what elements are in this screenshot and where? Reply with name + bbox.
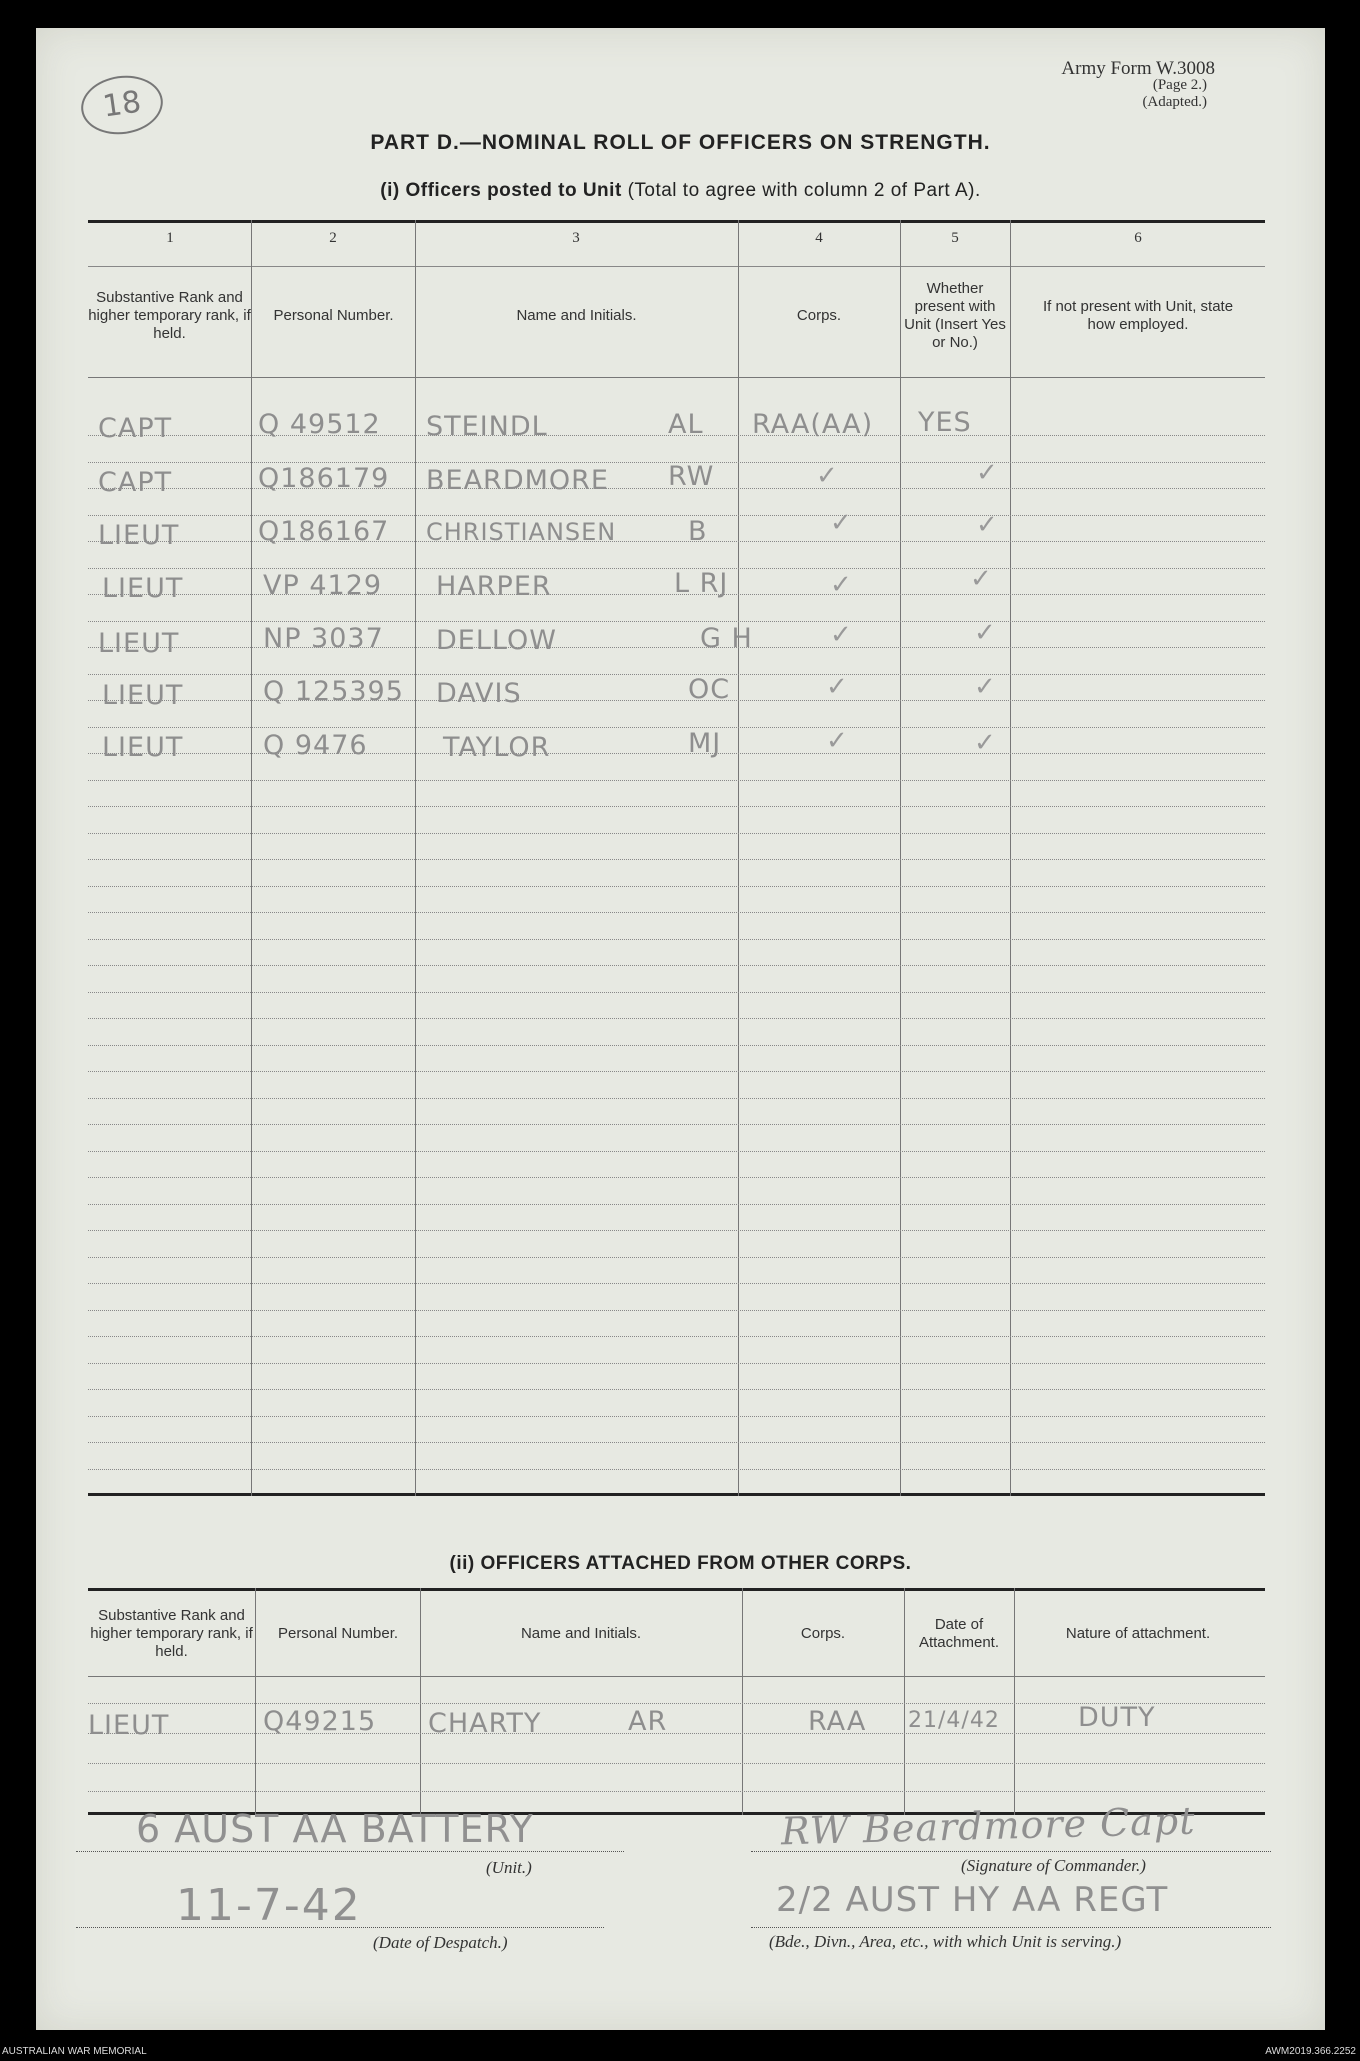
table2-top-rule [88, 1588, 1265, 1591]
row-2-present: ✓ [976, 458, 999, 488]
ruled-line [88, 1310, 1265, 1311]
ruled-line [88, 1469, 1265, 1470]
section-1-heading [36, 180, 1325, 202]
unit-value: 6 AUST AA BATTERY [136, 1807, 534, 1851]
row-5-rank: LIEUT [98, 628, 180, 659]
attached-row-corps: RAA [808, 1706, 867, 1737]
col2-header-date: Date of Attachment. [918, 1616, 1000, 1651]
col-header-name: Name and Initials. [516, 307, 637, 324]
row-4-name: HARPER [436, 571, 552, 602]
table-top-rule [88, 220, 1265, 223]
ruled-line [88, 1257, 1265, 1258]
col-header-employment: If not present with Unit, state how employed. [1042, 298, 1234, 333]
col-divider [251, 220, 252, 1496]
row-4-present: ✓ [970, 564, 993, 594]
row-7-corps: ✓ [826, 726, 849, 756]
date-line [76, 1927, 604, 1928]
col-header-personal-number: Personal Number. [273, 307, 394, 324]
row-7-present: ✓ [974, 728, 997, 758]
row-6-number: Q 125395 [263, 676, 404, 707]
row-1-initials: AL [668, 409, 704, 440]
form-page [36, 28, 1325, 2030]
ruled-line [88, 1177, 1265, 1178]
despatch-date-value: 11-7-42 [176, 1880, 362, 1931]
row-2-number: Q186179 [258, 463, 390, 494]
ruled-line [88, 1763, 1265, 1764]
section-2-heading [36, 1553, 1325, 1575]
col-divider [900, 220, 901, 1496]
col-header-rank: Substantive Rank and higher temporary rank, if held. [88, 289, 251, 342]
ruled-line [88, 912, 1265, 913]
ruled-line [88, 1283, 1265, 1284]
col-divider [904, 1588, 905, 1815]
ruled-line [88, 859, 1265, 860]
attached-row-name: CHARTY [428, 1708, 542, 1739]
ruled-line [88, 1389, 1265, 1390]
table-bottom-rule [88, 1493, 1265, 1496]
form-identifier [1061, 60, 1215, 111]
ruled-line [88, 1442, 1265, 1443]
ruled-line [88, 1204, 1265, 1205]
row-4-corps: ✓ [830, 570, 853, 600]
row-3-rank: LIEUT [98, 520, 180, 551]
col-header-corps: Corps. [796, 307, 842, 324]
section-1-note: (Total to agree with column 2 of Part A). [627, 180, 981, 201]
ruled-line [88, 965, 1265, 966]
row-6-present: ✓ [974, 672, 997, 702]
row-1-name: STEINDL [426, 411, 548, 442]
row-3-name: CHRISTIANSEN [426, 518, 617, 546]
row-3-number: Q186167 [258, 516, 390, 547]
folio-mark: 18 [77, 71, 166, 140]
ruled-line [88, 674, 1265, 675]
ruled-line [88, 780, 1265, 781]
officers-posted-table [88, 220, 1265, 1496]
row-5-corps: ✓ [830, 620, 853, 650]
col2-header-rank: Substantive Rank and higher temporary rank, if held. [90, 1607, 253, 1660]
date-label: (Date of Despatch.) [373, 1933, 508, 1952]
attached-row-rank: LIEUT [88, 1710, 170, 1741]
row-4-number: VP 4129 [263, 570, 383, 601]
col2-header-name: Name and Initials. [520, 1625, 642, 1642]
col2-header-corps: Corps. [800, 1625, 846, 1642]
ruled-line [88, 1018, 1265, 1019]
row-6-initials: OC [688, 674, 731, 705]
row-1-present: YES [918, 407, 972, 438]
row-4-rank: LIEUT [102, 573, 184, 604]
row-2-corps: ✓ [816, 461, 839, 491]
col2-header-nature: Nature of attachment. [1065, 1625, 1211, 1642]
ruled-line [88, 1363, 1265, 1364]
row-7-initials: MJ [688, 728, 722, 759]
row-5-initials: G H [700, 623, 753, 654]
row-3-present: ✓ [976, 510, 999, 540]
attached-row-initials: AR [628, 1706, 668, 1737]
credit-left: AUSTRALIAN WAR MEMORIAL [2, 2046, 147, 2057]
column-number: 6 [1134, 230, 1142, 246]
formation-value: 2/2 AUST HY AA REGT [776, 1880, 1169, 1920]
section-2-number: (ii) [449, 1553, 475, 1574]
form-page-number: (Page 2.) [1152, 77, 1207, 93]
col-divider [1010, 220, 1011, 1496]
ruled-line [88, 1336, 1265, 1337]
row-2-rank: CAPT [98, 467, 173, 498]
row-1-rank: CAPT [98, 413, 173, 444]
column-number: 5 [951, 230, 959, 246]
column-number: 3 [572, 230, 580, 246]
row-3-initials: B [688, 516, 708, 547]
ruled-line [88, 833, 1265, 834]
row-7-name: TAYLOR [443, 732, 551, 763]
section-2-title: OFFICERS ATTACHED FROM OTHER CORPS. [480, 1553, 912, 1574]
ruled-line [88, 992, 1265, 993]
col2-header-personal-number: Personal Number. [277, 1625, 399, 1642]
form-adapted-note: (Adapted.) [1142, 94, 1207, 110]
column-number: 4 [815, 230, 823, 246]
ruled-line [88, 1045, 1265, 1046]
row-4-initials: L RJ [674, 568, 729, 599]
attached-row-nature: DUTY [1078, 1702, 1156, 1733]
unit-label: (Unit.) [486, 1858, 532, 1877]
credit-right: AWM2019.366.2252 [1265, 2046, 1356, 2057]
officers-attached-table [88, 1588, 1265, 1815]
col-divider [255, 1588, 256, 1815]
row-6-corps: ✓ [826, 672, 849, 702]
page-title: PART D.—NOMINAL ROLL OF OFFICERS ON STRENGTH. [370, 131, 991, 154]
ruled-line [88, 1098, 1265, 1099]
row-5-present: ✓ [974, 618, 997, 648]
row-6-name: DAVIS [436, 678, 522, 709]
ruled-line [88, 727, 1265, 728]
row-6-rank: LIEUT [102, 680, 184, 711]
col-divider [738, 220, 739, 1496]
row-2-name: BEARDMORE [426, 465, 609, 496]
row-1-number: Q 49512 [258, 409, 381, 440]
col-header-present: Whether present with Unit (Insert Yes or No.) [904, 280, 1006, 351]
row-5-name: DELLOW [436, 625, 557, 656]
column-number: 1 [166, 230, 174, 246]
row-7-number: Q 9476 [263, 730, 368, 761]
section-1-number: (i) [380, 180, 400, 201]
ruled-line [88, 1791, 1265, 1792]
ruled-line [88, 939, 1265, 940]
attached-row-date: 21/4/42 [908, 1708, 1000, 1733]
formation-line [751, 1927, 1271, 1928]
ruled-line [88, 1416, 1265, 1417]
form-name: Army Form W.3008 [1061, 58, 1215, 79]
ruled-line [88, 1124, 1265, 1125]
column-number: 2 [329, 230, 337, 246]
ruled-line [88, 1230, 1265, 1231]
commander-signature: RW Beardmore Capt [780, 1798, 1196, 1854]
signature-label: (Signature of Commander.) [961, 1856, 1146, 1875]
header-bottom-rule [88, 377, 1265, 378]
unit-line [76, 1851, 624, 1852]
ruled-line [88, 1071, 1265, 1072]
ruled-line [88, 621, 1265, 622]
section-1-title: Officers posted to Unit [405, 180, 622, 201]
col-divider [1014, 1588, 1015, 1815]
row-2-initials: RW [668, 461, 715, 492]
row-1-corps: RAA(AA) [752, 409, 874, 440]
attached-row-number: Q49215 [263, 1706, 377, 1737]
row-3-corps: ✓ [830, 508, 853, 538]
col-divider [415, 220, 416, 1496]
ruled-line [88, 1151, 1265, 1152]
row-7-rank: LIEUT [102, 732, 184, 763]
row-5-number: NP 3037 [263, 623, 384, 654]
formation-label: (Bde., Divn., Area, etc., with which Unit is serving.) [769, 1932, 1122, 1951]
ruled-line [88, 806, 1265, 807]
signature-line [751, 1851, 1271, 1852]
table2-header-rule [88, 1676, 1265, 1677]
ruled-line [88, 886, 1265, 887]
